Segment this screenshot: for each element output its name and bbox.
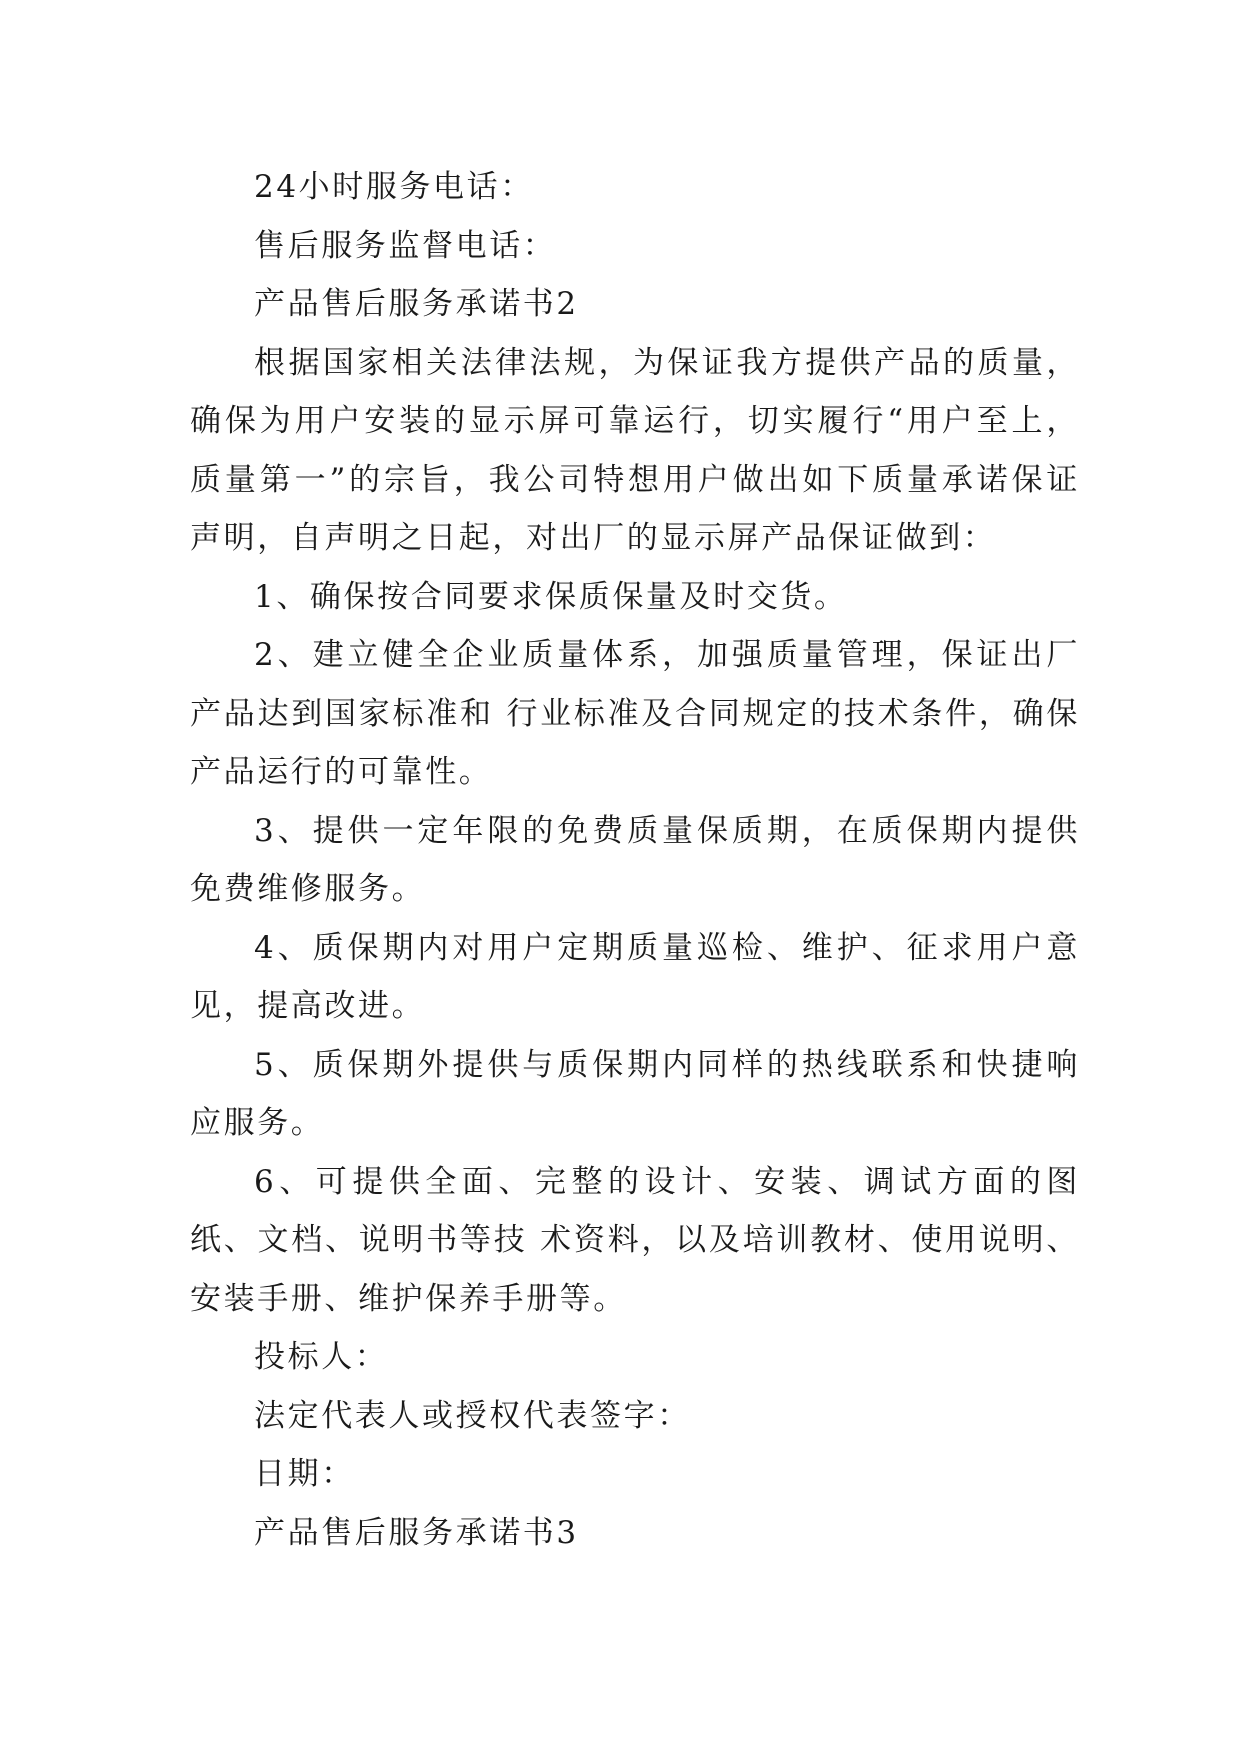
commitment-item-4: 4、质保期内对用户定期质量巡检、维护、征求用户意见，提高改进。 xyxy=(190,929,1080,1024)
commitment-item-5: 5、质保期外提供与质保期内同样的热线联系和快捷响应服务。 xyxy=(190,1046,1080,1141)
date-line: 日期： xyxy=(254,1456,355,1492)
commitment-item-1: 1、确保按合同要求保质保量及时交货。 xyxy=(254,578,848,615)
intro-paragraph: 根据国家相关法律法规，为保证我方提供产品的质量，确保为用户安装的显示屏可靠运行，切实履行“用户至上，质量第一”的宗旨，我公司特想用户做出如下质量承诺保证声明，自声明之日起，对出厂的显示屏产品保证做到： xyxy=(190,344,1080,556)
section-heading-2: 产品售后服务承诺书2 xyxy=(254,286,579,322)
commitment-item-2: 2、建立健全企业质量体系，加强质量管理，保证出厂产品达到国家标准和 行业标准及合同规定的技术条件，确保产品运行的可靠性。 xyxy=(190,637,1080,790)
signature-line: 法定代表人或授权代表签字： xyxy=(254,1397,691,1434)
commitment-item-3: 3、提供一定年限的免费质量保质期，在质保期内提供免费维修服务。 xyxy=(190,812,1080,907)
service-hotline-line: 24小时服务电话： xyxy=(254,169,534,205)
supervision-hotline-line: 售后服务监督电话： xyxy=(254,227,557,264)
section-heading-3: 产品售后服务承诺书3 xyxy=(254,1514,579,1551)
commitment-item-6: 6、可提供全面、完整的设计、安装、调试方面的图纸、文档、说明书等技 术资料，以及培训教材、使用说明、安装手册、维护保养手册等。 xyxy=(190,1163,1080,1317)
document-body xyxy=(190,158,1080,1562)
bidder-line: 投标人： xyxy=(254,1339,389,1375)
